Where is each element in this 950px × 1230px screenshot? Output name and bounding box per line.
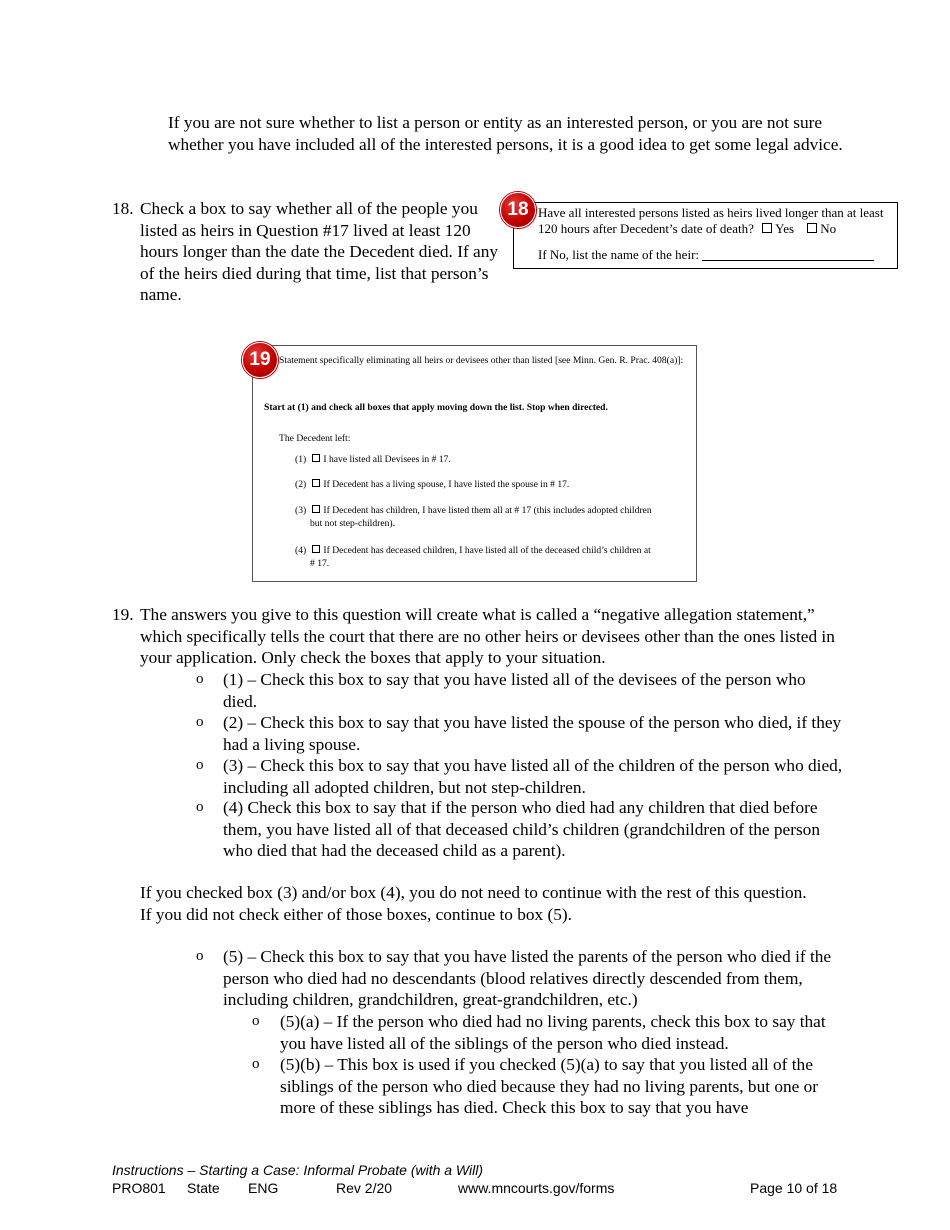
yes-checkbox xyxy=(762,223,772,233)
footer-jurisdiction: State xyxy=(187,1180,220,1196)
q19-form-start-instruction: Start at (1) and check all boxes that apply moving down the list. Stop when directed. xyxy=(264,402,608,413)
footer-website-link[interactable]: www.mncourts.gov/forms xyxy=(458,1180,615,1196)
sub-list-item: (5)(b) – This box is used if you checked (5)(a) to say that you listed all of the siblings of the person who died because they had no living parents, but one or more of these siblings has died. Check this box to say that you have xyxy=(280,1055,819,1118)
footer-language: ENG xyxy=(248,1180,279,1196)
item-number: (3) xyxy=(295,505,307,516)
item-number: (2) xyxy=(295,479,307,490)
bullet-icon: o xyxy=(252,1056,260,1072)
q19-form-item xyxy=(295,453,685,466)
checkbox-icon xyxy=(312,454,320,462)
intro-paragraph: If you are not sure whether to list a person or entity as an interested person, or you are not sure whether you have included all of the interested persons, it is a good idea to get some legal advice. xyxy=(168,113,843,154)
q18-form-excerpt xyxy=(513,202,898,269)
q19-form-item xyxy=(295,544,685,570)
checkbox-icon xyxy=(312,505,320,513)
q18-number-badge: 18 xyxy=(500,192,536,228)
q19-form-item xyxy=(295,504,685,530)
heir-name-line xyxy=(702,250,874,261)
q19-number-badge: 19 xyxy=(242,342,278,378)
footer-form-code: PRO801 xyxy=(112,1180,166,1196)
bullet-icon: o xyxy=(196,757,204,773)
q18-instructions: Check a box to say whether all of the people you listed as heirs in Question #17 lived at least 120 hours longer than the date the Decedent died. If any of the heirs died during that time, list that person’s name. xyxy=(140,199,498,305)
sub-list-item: (5)(a) – If the person who died had no living parents, check this box to say that you have listed all of the siblings of the person who died instead. xyxy=(280,1012,826,1053)
list-item: (4) Check this box to say that if the person who died had any children that died before them, you have listed all of that deceased child’s children (grandchildren of the person who died that had the deceased child as a parent). xyxy=(223,798,820,861)
q18-form-question xyxy=(538,205,893,237)
bullet-icon: o xyxy=(196,948,204,964)
q19-form-decedent-left: The Decedent left: xyxy=(279,433,351,444)
q18-number: 18. xyxy=(112,199,134,218)
footer-revision: Rev 2/20 xyxy=(336,1180,393,1196)
yes-label: Yes xyxy=(775,221,795,236)
item-text: If Decedent has a living spouse, I have listed the spouse in # 17. xyxy=(323,479,570,490)
q19-form-item xyxy=(295,478,685,491)
list-item: (1) – Check this box to say that you have listed all of the devisees of the person who died. xyxy=(223,670,806,711)
list-item: (5) – Check this box to say that you have listed the parents of the person who died if the person who died had no descendants (blood relatives directly descended from them, including children, grandchildren, great-grandchildren, etc.) xyxy=(223,947,832,1010)
no-label: No xyxy=(820,221,837,236)
bullet-icon: o xyxy=(196,799,204,815)
item-text: If Decedent has deceased children, I have listed all of the deceased child’s children at xyxy=(323,545,651,556)
bullet-icon: o xyxy=(196,714,204,730)
q19-form-excerpt xyxy=(252,345,697,582)
q19-instructions: The answers you give to this question will create what is called a “negative allegation statement,” which specifically tells the court that there are no other heirs or devisees other than the ones listed in your application. Only check the boxes that apply to your situation. xyxy=(140,605,835,668)
bullet-icon: o xyxy=(196,671,204,687)
checkbox-icon xyxy=(312,545,320,553)
if-no-label: If No, list the name of the heir: xyxy=(538,247,700,262)
list-item: (3) – Check this box to say that you have listed all of the children of the person who died, including all adopted children, but not step-children. xyxy=(223,756,843,797)
item-text: I have listed all Devisees in # 17. xyxy=(323,454,451,465)
footer-title: Instructions – Starting a Case: Informal Probate (with a Will) xyxy=(112,1162,484,1178)
item-text: If Decedent has children, I have listed them all at # 17 (this includes adopted children xyxy=(323,505,652,516)
q19-number: 19. xyxy=(112,605,134,624)
item-continuation: # 17. xyxy=(310,558,330,569)
q18-form-question-text: Have all interested persons listed as heirs lived longer than at least 120 hours after Decedent’s date of death? xyxy=(538,205,884,236)
no-checkbox xyxy=(807,223,817,233)
q19-form-statement: Statement specifically eliminating all heirs or devisees other than listed [see Minn. Gen. R. Prac. 408(a)]: xyxy=(279,355,684,366)
bullet-icon: o xyxy=(252,1013,260,1029)
q19-note: If you checked box (3) and/or box (4), you do not need to continue with the rest of this question. If you did not check either of those boxes, continue to box (5). xyxy=(140,883,807,924)
footer-page-number: Page 10 of 18 xyxy=(750,1180,838,1196)
item-number: (4) xyxy=(295,545,307,556)
item-number: (1) xyxy=(295,454,307,465)
q18-form-ifno xyxy=(538,247,874,263)
item-continuation: but not step-children). xyxy=(310,518,395,529)
list-item: (2) – Check this box to say that you have listed the spouse of the person who died, if they had a living spouse. xyxy=(223,713,842,754)
checkbox-icon xyxy=(312,479,320,487)
